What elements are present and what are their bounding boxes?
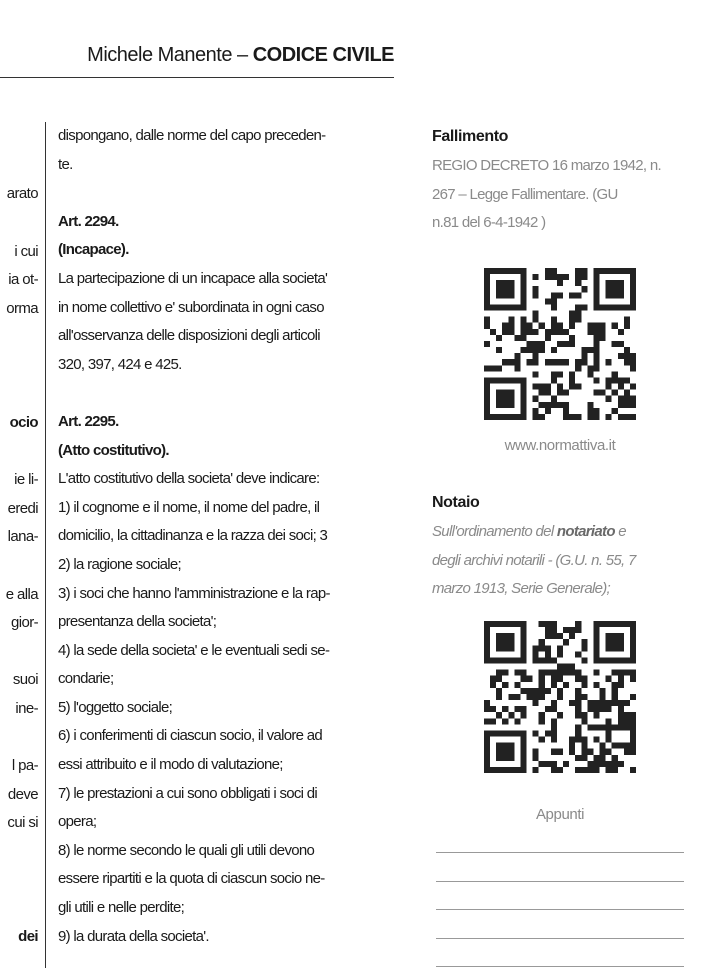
text-line: all'osservanza delle disposizioni degli articoli: [58, 327, 320, 345]
text-line: condarie;: [58, 670, 114, 688]
notes-line: [436, 909, 684, 910]
qr-code-icon[interactable]: [484, 621, 636, 773]
left-fragment: l pa-: [11, 757, 38, 774]
text-line: in nome collettivo e' subordinata in ogni caso: [58, 298, 324, 316]
text-line: opera;: [58, 813, 97, 831]
text-line: n.81 del 6-4-1942 ): [432, 214, 546, 232]
notes-line: [436, 852, 684, 853]
text-line: La partecipazione di un incapace alla societa': [58, 269, 328, 287]
qr-caption[interactable]: www.normattiva.it: [504, 437, 616, 454]
header-author: Michele Manente –: [87, 44, 248, 66]
left-column-fragments: [0, 122, 38, 968]
text-line: 6) i conferimenti di ciascun socio, il valore ad: [58, 727, 323, 745]
left-fragment: ine-: [15, 700, 38, 717]
text-line: L'atto costitutivo della societa' deve indicare:: [58, 470, 320, 488]
text-line: degli archivi notarili - (G.U. n. 55, 7: [432, 551, 636, 569]
text-line: 5) l'oggetto sociale;: [58, 698, 173, 716]
sidebar-fallimento: [432, 128, 688, 146]
text-line: REGIO DECRETO 16 marzo 1942, n.: [432, 157, 661, 174]
text-line: essi attribuito e il modo di valutazione;: [58, 756, 283, 774]
text-line: 320, 397, 424 e 425.: [58, 355, 182, 373]
text-line: 7) le prestazioni a cui sono obbligati i soci di: [58, 784, 318, 802]
article-heading: (Atto costitutivo).: [58, 441, 169, 459]
left-fragment: suoi: [12, 671, 38, 688]
left-fragment: arato: [6, 185, 38, 202]
header-rule: [0, 77, 394, 78]
text-line: 1) il cognome e il nome, il nome del padre, il: [58, 498, 320, 516]
left-fragment: i cui: [14, 243, 38, 260]
left-fragment: e alla: [5, 586, 38, 603]
article-heading: (Incapace).: [58, 241, 129, 259]
notes-line: [436, 966, 684, 967]
text-line: gli utili e nelle perdite;: [58, 899, 185, 917]
text-line: domicilio, la cittadinanza e la razza dei soci; 3: [58, 527, 328, 545]
notes-line: [436, 881, 684, 882]
left-fragment: dei: [18, 928, 38, 945]
running-header: [87, 44, 394, 67]
text-line: presentanza della societa';: [58, 613, 217, 631]
text-line: marzo 1913, Serie Generale);: [432, 580, 611, 598]
article-number: Art. 2294.: [58, 212, 119, 230]
text-line: 3) i soci che hanno l'amministrazione e la rap-: [58, 584, 330, 602]
header-title: CODICE CIVILE: [252, 44, 394, 66]
article-number: Art. 2295.: [58, 412, 119, 430]
text-line: 8) le norme secondo le quali gli utili devono: [58, 841, 315, 859]
left-fragment: eredi: [7, 500, 38, 517]
left-fragment: gior-: [10, 614, 38, 631]
left-fragment: ia ot-: [8, 271, 38, 288]
text-line: Sull'ordinamento del notariato e: [432, 523, 626, 540]
column-divider: [45, 122, 46, 968]
sidebar-heading: Fallimento: [432, 128, 509, 145]
sidebar-notaio-text: [432, 518, 688, 604]
left-fragment: ie li-: [14, 471, 38, 488]
notes-label: Appunti: [535, 806, 585, 823]
text-line: 9) la durata della societa'.: [58, 927, 209, 945]
qr-code-icon[interactable]: [484, 268, 636, 420]
left-fragment: deve: [7, 786, 38, 803]
main-column: [58, 122, 394, 951]
text-line: essere ripartiti e la quota di ciascun socio ne-: [58, 870, 325, 888]
text-line: dispongano, dalle norme del capo preceden-: [58, 127, 326, 144]
sidebar-fallimento-text: [432, 152, 688, 238]
text-line: 267 – Legge Fallimentare. (GU: [432, 185, 618, 203]
sidebar-heading: Notaio: [432, 494, 480, 511]
left-fragment: lana-: [7, 528, 38, 545]
left-fragment: cui si: [7, 814, 38, 831]
left-fragment: ocio: [9, 414, 38, 431]
text-line: 4) la sede della societa' e le eventuali sedi se-: [58, 641, 330, 659]
sidebar-notaio: [432, 494, 688, 512]
text-line: te.: [58, 155, 73, 173]
left-fragment: orma: [6, 300, 38, 317]
text-line: 2) la ragione sociale;: [58, 555, 182, 573]
notes-line: [436, 938, 684, 939]
